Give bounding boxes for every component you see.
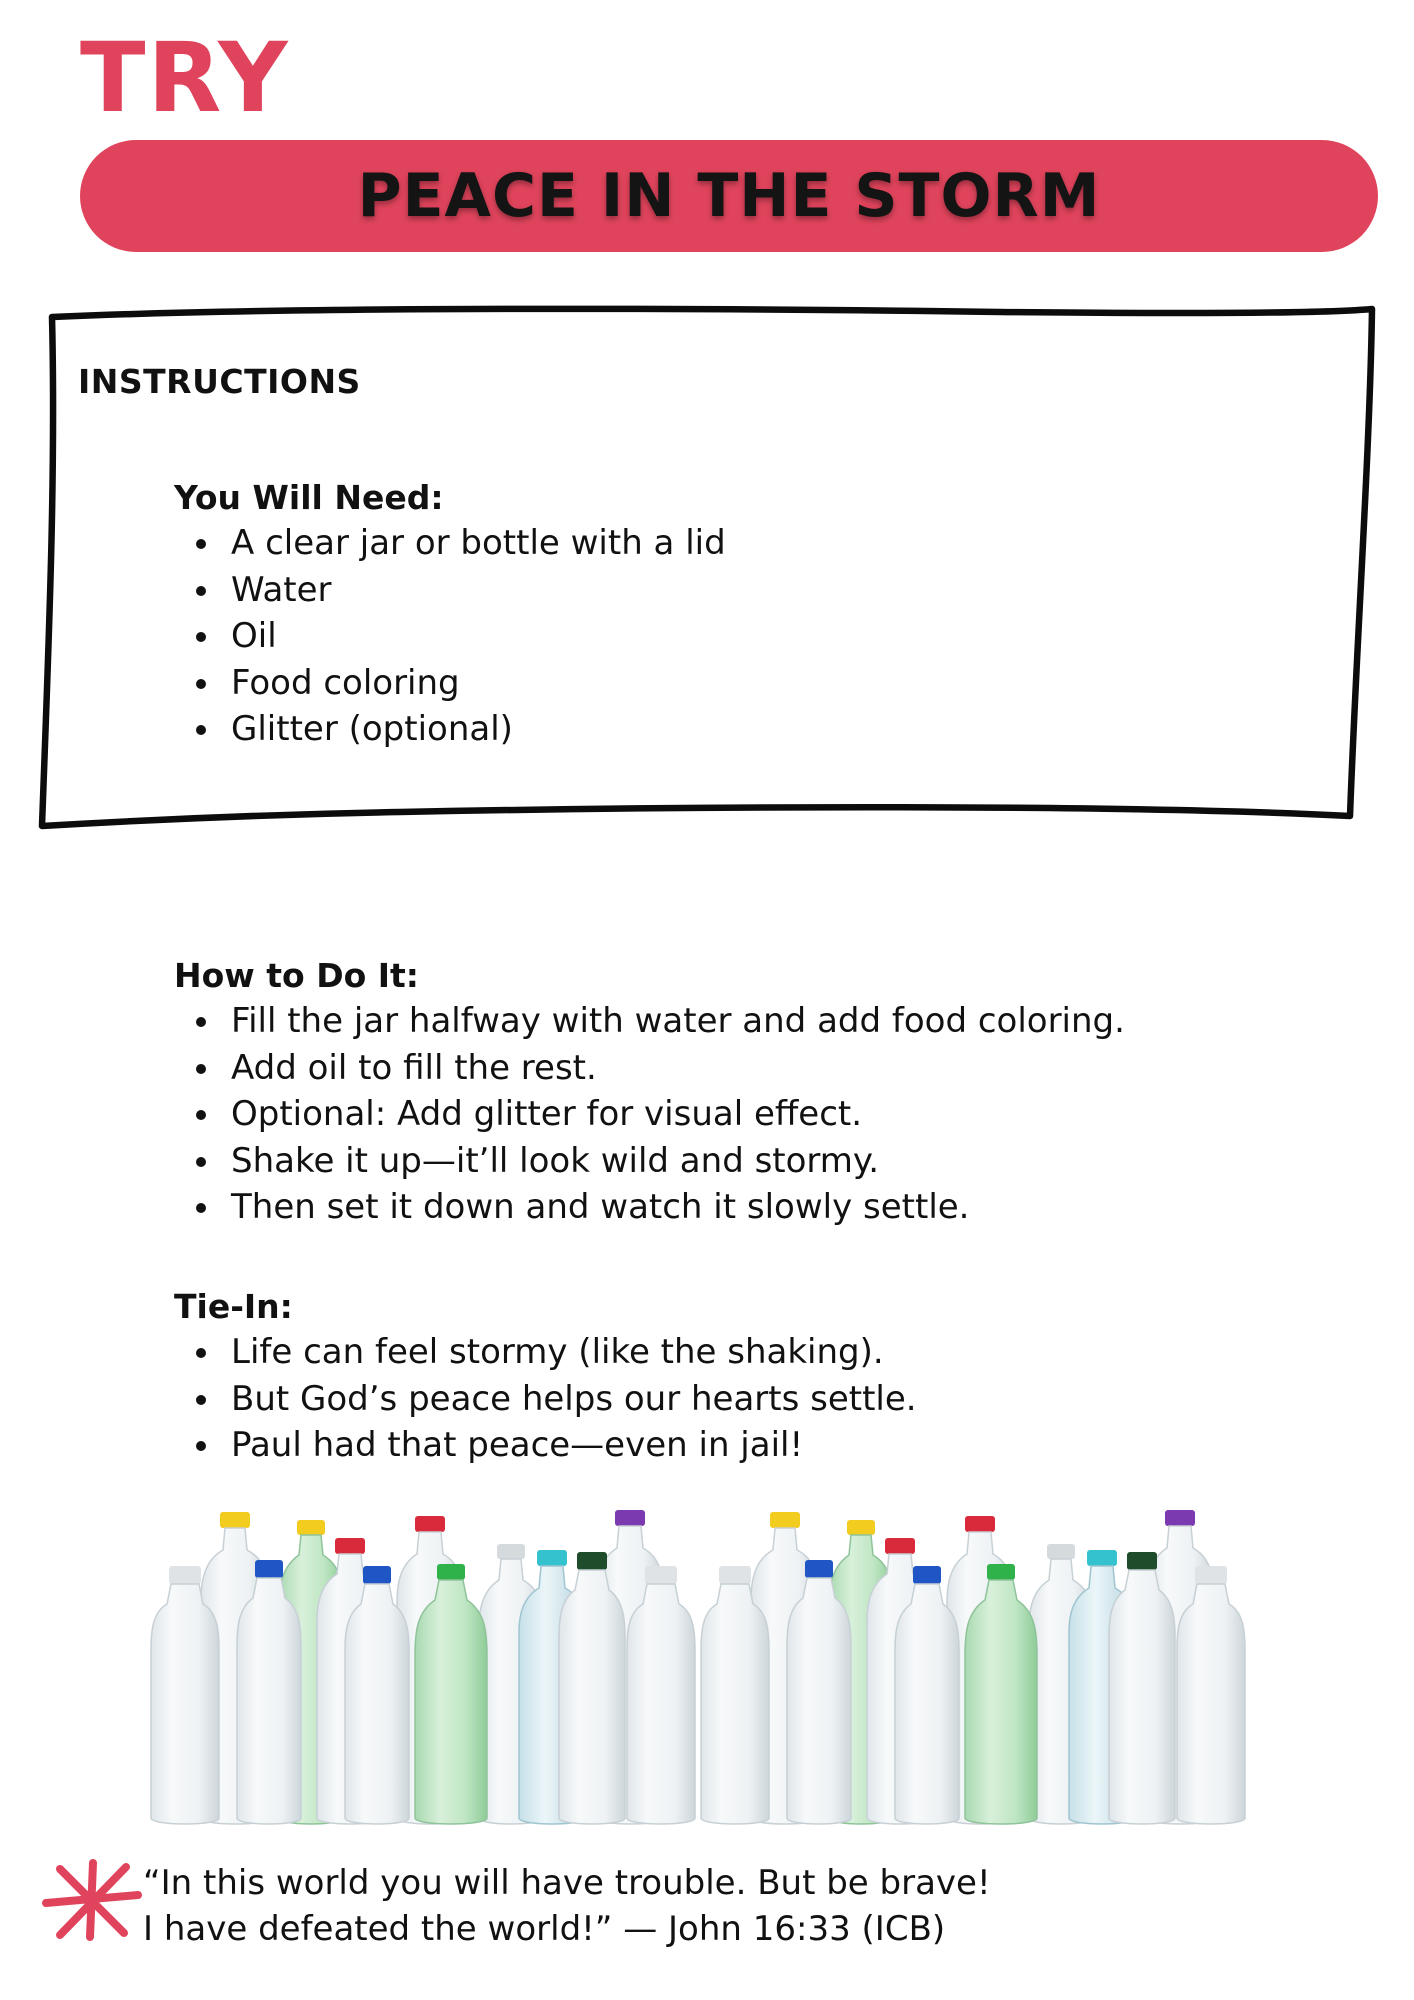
quote-line: I have defeated the world!” — John 16:33 (ICB) <box>143 1909 946 1949</box>
list-item: Food coloring <box>174 660 726 707</box>
list-item: Glitter (optional) <box>174 706 726 753</box>
list-item: Optional: Add glitter for visual effect. <box>174 1091 1125 1138</box>
plastic-bottles-photo <box>145 1500 1275 1830</box>
page-kicker: TRY <box>80 22 290 134</box>
how-to-list <box>174 998 1125 1231</box>
list-item: Life can feel stormy (like the shaking). <box>174 1329 917 1376</box>
list-item: Shake it up—it’ll look wild and stormy. <box>174 1138 1125 1185</box>
needs-heading: You Will Need: <box>174 478 444 517</box>
asterisk-icon <box>38 1855 148 1945</box>
list-item: But God’s peace helps our hearts settle. <box>174 1376 917 1423</box>
tie-in-list <box>174 1329 917 1469</box>
needs-list <box>174 520 726 753</box>
list-item: Fill the jar halfway with water and add food coloring. <box>174 998 1125 1045</box>
list-item: Then set it down and watch it slowly settle. <box>174 1184 1125 1231</box>
how-to-heading: How to Do It: <box>174 956 420 995</box>
list-item: Oil <box>174 613 726 660</box>
instructions-label: INSTRUCTIONS <box>78 362 361 401</box>
list-item: A clear jar or bottle with a lid <box>174 520 726 567</box>
quote-line: “In this world you will have trouble. But be brave! <box>143 1863 991 1903</box>
tie-in-heading: Tie-In: <box>174 1287 293 1326</box>
list-item: Add oil to fill the rest. <box>174 1045 1125 1092</box>
page-title: PEACE IN THE STORM <box>357 161 1101 231</box>
scripture-quote <box>143 1860 991 1952</box>
list-item: Water <box>174 567 726 614</box>
list-item: Paul had that peace—even in jail! <box>174 1422 917 1469</box>
